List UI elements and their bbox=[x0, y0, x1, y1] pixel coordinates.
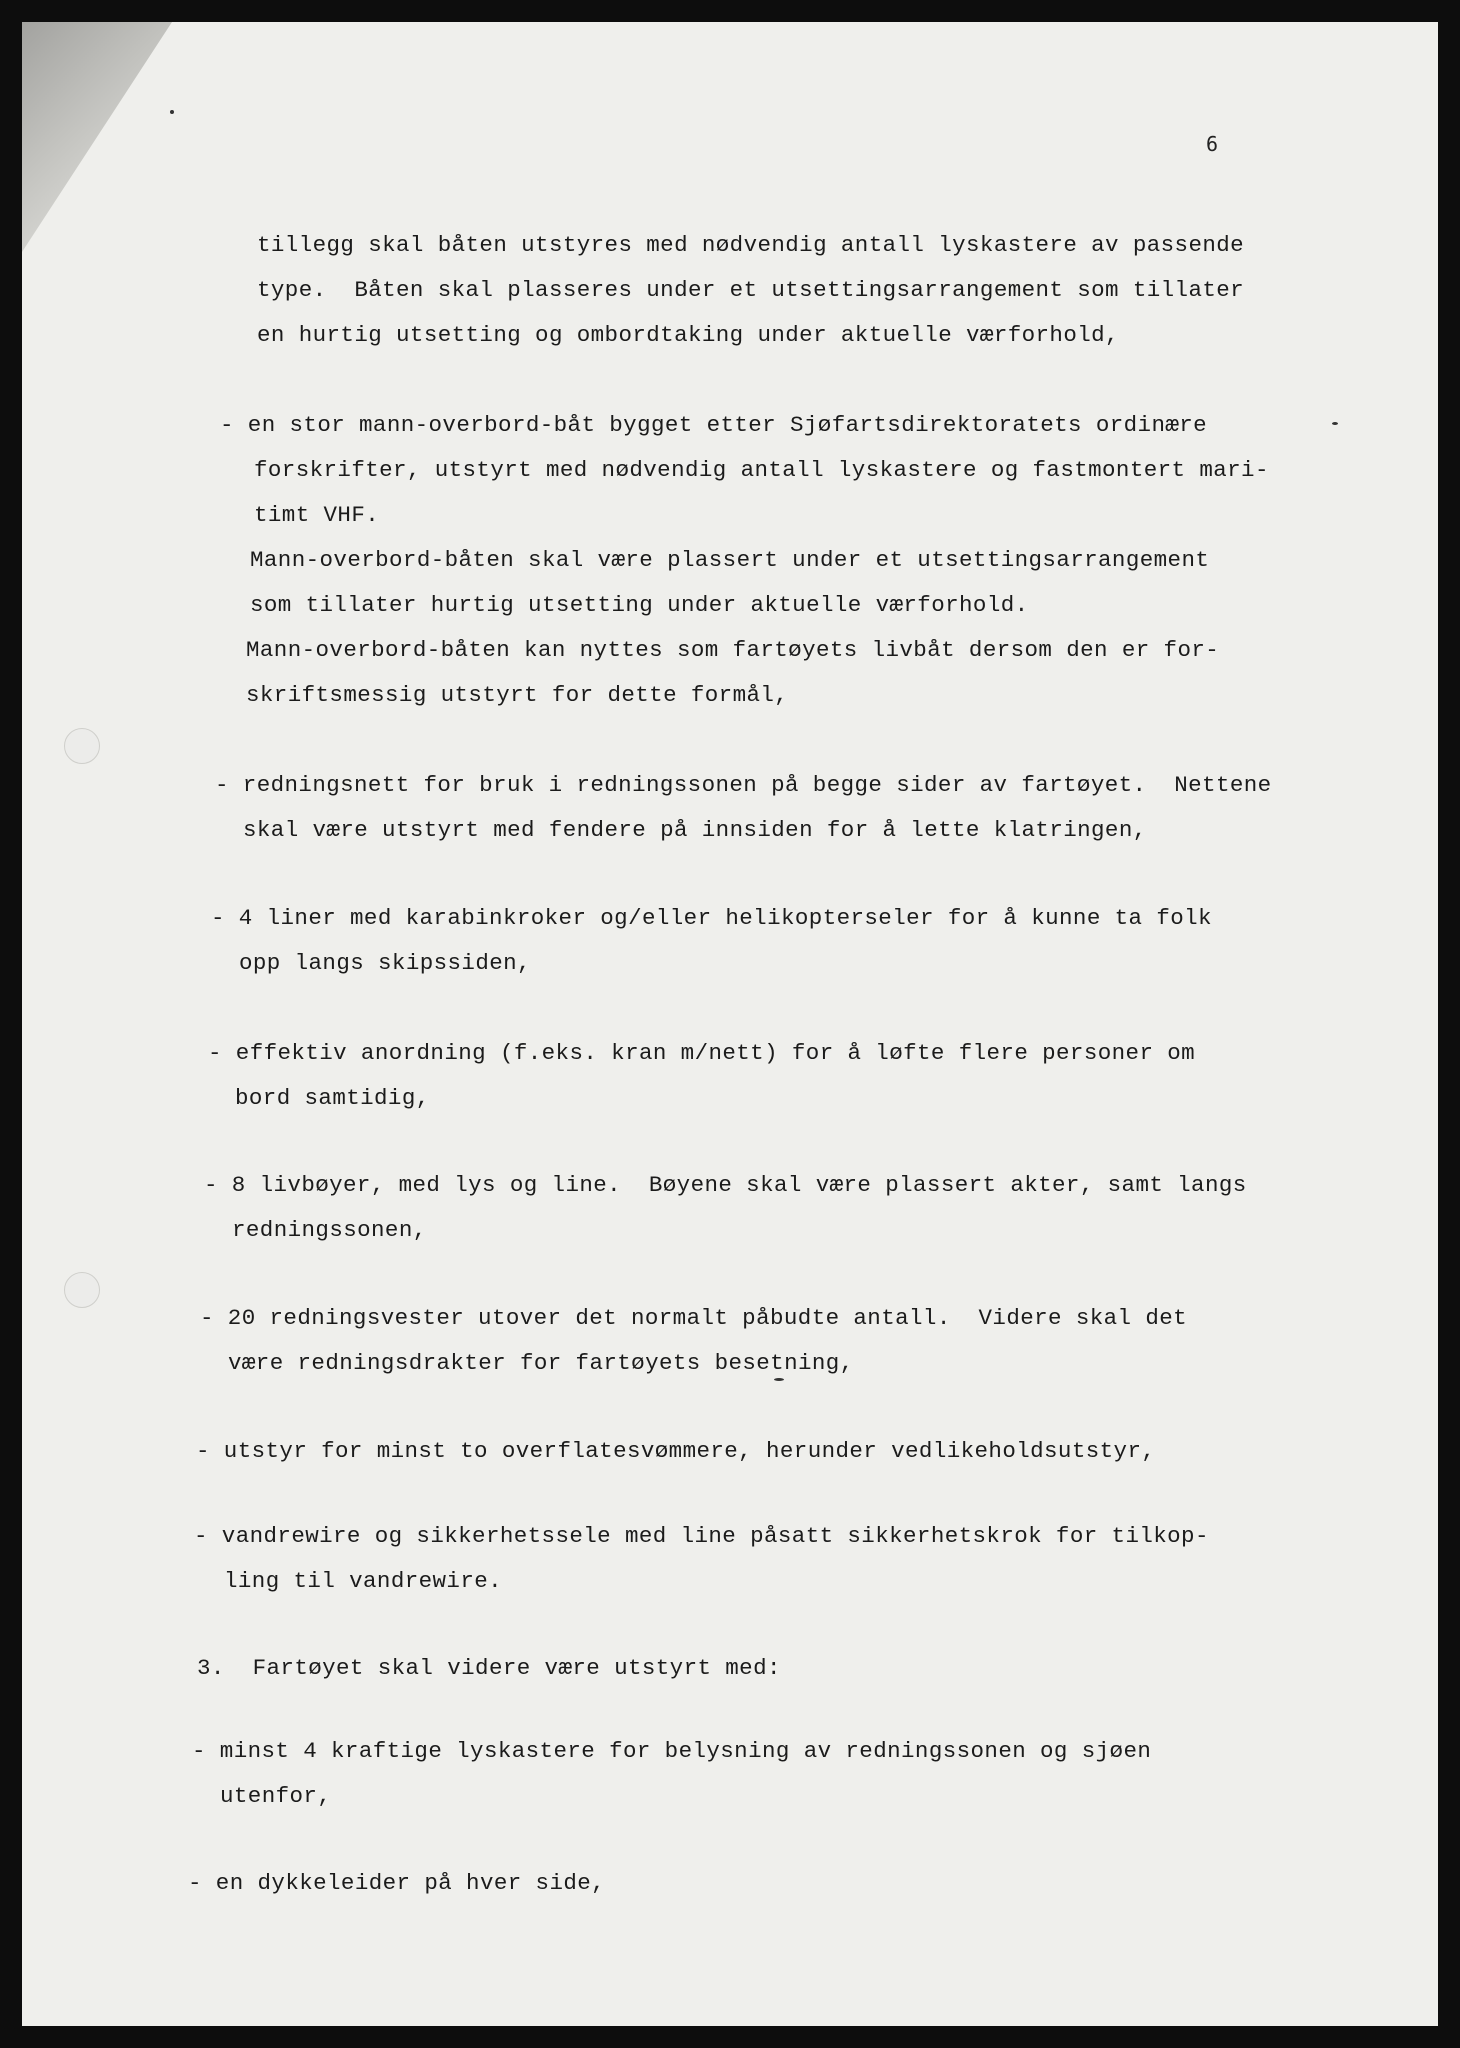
text-line: forskrifter, utstyrt med nødvendig antall lyskastere og fastmontert mari- bbox=[254, 457, 1269, 483]
text-line: som tillater hurtig utsetting under aktuelle værforhold. bbox=[250, 592, 1029, 618]
list-item-line: - 20 redningsvester utover det normalt påbudte antall. Videre skal det bbox=[200, 1305, 1188, 1331]
page-number: 6 bbox=[1205, 132, 1218, 156]
text-line: tillegg skal båten utstyres med nødvendig antall lyskastere av passende bbox=[257, 232, 1245, 258]
text-line: skal være utstyrt med fendere på innsiden for å lette klatringen, bbox=[243, 817, 1147, 843]
list-item-line: - en dykkeleider på hver side, bbox=[188, 1870, 606, 1896]
text-line: Mann-overbord-båten kan nyttes som fartøyets livbåt dersom den er for- bbox=[246, 637, 1220, 663]
document-page bbox=[22, 22, 1438, 2026]
text-line: være redningsdrakter for fartøyets besetning, bbox=[228, 1350, 854, 1376]
list-item-line: - vandrewire og sikkerhetssele med line påsatt sikkerhetskrok for tilkop- bbox=[194, 1523, 1209, 1549]
text-line: bord samtidig, bbox=[235, 1085, 430, 1111]
text-line: timt VHF. bbox=[254, 502, 380, 528]
list-item-line: - 4 liner med karabinkroker og/eller helikopterseler for å kunne ta folk bbox=[211, 905, 1212, 931]
text-line: Mann-overbord-båten skal være plassert under et utsettingsarrangement bbox=[250, 547, 1210, 573]
document-body bbox=[22, 22, 1438, 2026]
list-item-line: - effektiv anordning (f.eks. kran m/nett) for å løfte flere personer om bbox=[208, 1040, 1196, 1066]
text-line: redningssonen, bbox=[232, 1217, 427, 1243]
text-line: opp langs skipssiden, bbox=[239, 950, 531, 976]
text-line: ling til vandrewire. bbox=[224, 1568, 503, 1594]
section-heading: 3. Fartøyet skal videre være utstyrt med: bbox=[197, 1655, 781, 1681]
text-line: en hurtig utsetting og ombordtaking under aktuelle værforhold, bbox=[257, 322, 1119, 348]
list-item-line: - utstyr for minst to overflatesvømmere, herunder vedlikeholdsutstyr, bbox=[196, 1438, 1156, 1464]
list-item-line: - minst 4 kraftige lyskastere for belysning av redningssonen og sjøen bbox=[192, 1738, 1152, 1764]
list-item-line: - en stor mann-overbord-båt bygget etter Sjøfartsdirektoratets ordinære bbox=[220, 412, 1208, 438]
list-item-line: - redningsnett for bruk i redningssonen på begge sider av fartøyet. Nettene bbox=[215, 772, 1272, 798]
list-item-line: - 8 livbøyer, med lys og line. Bøyene skal være plassert akter, samt langs bbox=[204, 1172, 1247, 1198]
text-line: utenfor, bbox=[220, 1783, 332, 1809]
text-line: type. Båten skal plasseres under et utsettingsarrangement som tillater bbox=[257, 277, 1245, 303]
text-line: skriftsmessig utstyrt for dette formål, bbox=[246, 682, 789, 708]
